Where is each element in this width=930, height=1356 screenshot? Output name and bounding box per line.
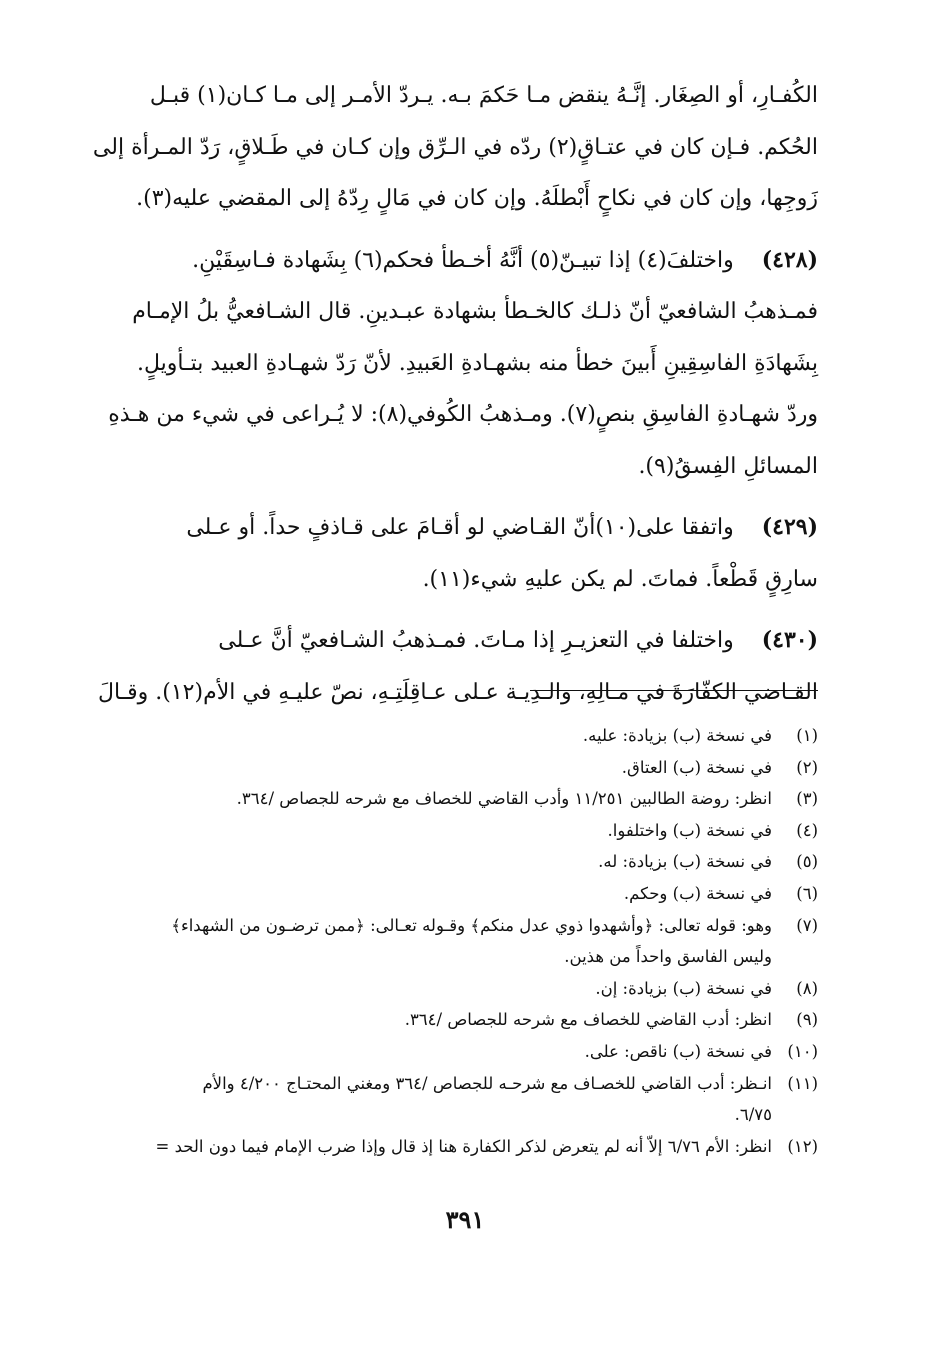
text-line: فمـذهبُ الشافعيّ أنّ ذلـك كالخـطأ بشهادة عبـدينِ. قال الشـافعيُّ بلُ الإمـام	[132, 299, 818, 324]
text-line: الكُفـارِ، أو الصِغَار. إنَّـهُ ينقض مـا حَكمَ بـه. يـردّ الأمـر إلى مـا كـان(١) قبـل	[149, 83, 818, 108]
footnote: (١) في نسخة (ب) بزيادة: عليه.	[582, 726, 818, 745]
footnote: (١٢) انظر: الأم ٦/٧٦ إلاّ أنه لم يتعرض لذكر الكفارة هنا إذ قال وإذا ضرب الإمام فيما دون الحد =	[155, 1136, 818, 1156]
paragraph-number-430: (٤٣٠)	[761, 627, 818, 653]
main-text	[92, 70, 818, 718]
text-line: بِشَهادَةِ الفاسِقِينِ أَبينَ خطأ منه بشهـادةِ العَبيدِ. لأنّ رَدّ شهـادةِ العبيد بتـأويلٍ.	[137, 350, 818, 376]
footnote: (٢) في نسخة (ب) العتاق.	[621, 757, 818, 777]
paragraph-429-first-line: (٤٢٩)واتفقا على(١٠)أنّ القـاضي لو أقـامَ على قـاذفٍ حداً. أو عـلى	[186, 514, 818, 540]
footnote: (٣) انظر: روضة الطالبين ١١/٢٥١ وأدب القاضي للخصاف مع شرحه للجصاص /٣٦٤.	[236, 789, 818, 809]
page-number: ٣٩١	[445, 1205, 485, 1234]
footnote: (٤) في نسخة (ب) واختلفوا.	[607, 820, 818, 840]
footnote: (٩) انظر: أدب القاضي للخصاف مع شرحه للجصاص /٣٦٤.	[404, 1010, 818, 1030]
footnote-continuation: ٦/٧٥.	[734, 1105, 772, 1125]
footnote: (٨) في نسخة (ب) بزيادة: إن.	[595, 978, 818, 998]
text-line: سارِقٍ قَطْعاً. فماتَ. لم يكن عليهِ شيء(١١).	[422, 566, 818, 592]
text-line: الحُكم. فـإن كان في عتـاقٍ(٢) ردّه في الـرِّق وإن كـان في طَـلاقٍ، رَدّ المـرأة إلى	[92, 134, 818, 160]
text-line: وردّ شهـادةِ الفاسِقِ بنصٍ(٧). ومـذهبُ الكُوفي(٨): لا يُـراعى في شيء من هـذهِ	[108, 402, 818, 427]
footnote: (٦) في نسخة (ب) وحكم.	[623, 883, 818, 903]
paragraph-428-first-line: (٤٢٨)واختلفَ(٤) إذا تبيـنّ(٥) أنَّهُ أخـطأ فحكم(٦) بِشَهادة فـاسِقَيْنِ.	[192, 246, 818, 273]
footnote: (١١) انـظر: أدب القاضي للخصـاف مع شرحـه للجصاص /٣٦٤ ومغني المحتـاج ٤/٢٠٠ والأم	[202, 1073, 818, 1093]
footnote: (١٠) في نسخة (ب) ناقص: على.	[584, 1041, 818, 1061]
footnote: (٧) وهو: قوله تعالى: ﴿وأشهدوا ذوي عدل منكم﴾ وقـوله تعـالى: ﴿ممن ترضـون من الشهداء﴾	[171, 915, 818, 935]
footnotes	[128, 720, 818, 1162]
text-line: زَوجِها، وإن كان في نكاحٍ أَبْطلَهُ. وإن كان في مَالٍ رِدّهُ إلى المقضي عليه(٣).	[136, 186, 818, 211]
paragraph-430-first-line: (٤٣٠)واختلفا في التعزيـرِ إذا مـاتَ. فمـذهبُ الشـافعيّ أنَّ عـلى	[218, 627, 818, 653]
footnote-continuation: وليس الفاسق واحداً من هذين.	[564, 947, 772, 967]
paragraph-number-428: (٤٢٨)	[761, 246, 818, 273]
text-line: المسائلِ الفِسقُ(٩).	[638, 453, 818, 479]
footnote-divider	[530, 690, 818, 691]
footnote: (٥) في نسخة (ب) بزيادة: له.	[598, 852, 818, 872]
paragraph-number-429: (٤٢٩)	[761, 514, 818, 540]
text-line: القـاضي الكفّارَةَ في مـالِهِ، والـدِيـة عـلى عـاقِلَتِـهِ، نصّ عليـهِ في الأم(١٢). وقـالَ	[98, 679, 818, 705]
